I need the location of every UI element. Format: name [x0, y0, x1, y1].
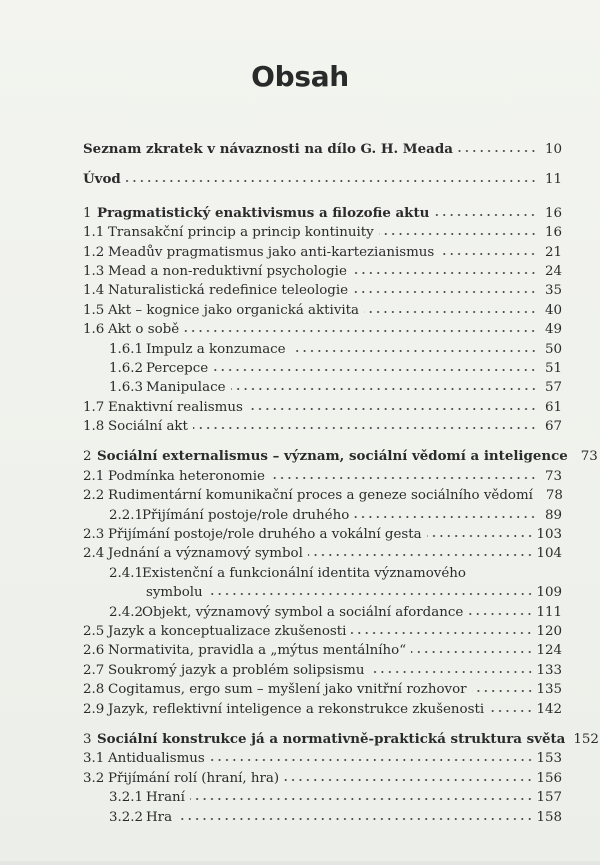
entry-title: Manipulace	[146, 380, 226, 396]
toc-entry-section[interactable]	[83, 243, 562, 262]
entry-page-number: 16	[544, 225, 562, 241]
toc-entry-section[interactable]	[83, 301, 562, 320]
toc-entry-section[interactable]	[83, 544, 562, 563]
entry-page-number: 135	[536, 682, 562, 698]
page-edge	[0, 861, 600, 865]
entry-title: Sociální konstrukce já a normativně-praktická struktura světa	[97, 730, 566, 747]
dot-leader	[411, 650, 533, 654]
toc-entry-section[interactable]	[83, 398, 562, 417]
dot-leader	[472, 689, 534, 693]
entry-page-number: 152	[573, 731, 599, 747]
entry-title: Soukromý jazyk a problém solipsismu	[108, 662, 365, 678]
dot-leader	[439, 252, 537, 256]
entry-page-number: 40	[544, 302, 562, 318]
entry-number: 1.6	[83, 322, 105, 338]
entry-number: 2.3	[83, 527, 105, 543]
table-of-contents	[83, 140, 599, 827]
entry-number: 1.2	[83, 244, 105, 260]
toc-entry-section[interactable]	[83, 262, 562, 281]
entry-title-continuation: symbolu	[146, 585, 203, 601]
dot-leader	[210, 758, 534, 762]
entry-title: Akt o sobě	[108, 322, 180, 338]
entry-title: Transakční princip a princip kontinuity	[108, 225, 374, 241]
entry-page-number: 142	[536, 701, 562, 717]
toc-entry-subsection[interactable]	[83, 564, 562, 583]
toc-entry-subsection[interactable]	[83, 378, 562, 397]
entry-title: Cogitamus, ergo sum – myšlení jako vnitřní rozhovor	[108, 682, 467, 698]
toc-entry-chapter[interactable]	[83, 204, 562, 223]
toc-entry-section[interactable]	[83, 525, 562, 544]
dot-leader	[231, 387, 538, 391]
dot-leader	[270, 476, 537, 480]
entry-page-number: 124	[536, 643, 562, 659]
toc-entry-section[interactable]	[83, 223, 562, 242]
entry-number: 3.2	[83, 770, 105, 786]
entry-title: Rudimentární komunikační proces a geneze sociálního vědomí	[108, 488, 533, 504]
entry-page-number: 104	[536, 546, 562, 562]
entry-title: Normativita, pravidla a „mýtus mentálního“	[108, 643, 407, 659]
dot-leader	[308, 553, 534, 557]
entry-title: Úvod	[83, 171, 121, 188]
dot-leader	[177, 817, 533, 821]
entry-number: 2.2.1	[109, 507, 144, 523]
entry-number: 1	[83, 205, 92, 221]
entry-number: 2.8	[83, 682, 105, 698]
entry-title: Akt – kognice jako organická aktivita	[108, 302, 360, 318]
entry-page-number: 156	[536, 770, 562, 786]
entry-title: Přijímání rolí (hraní, hra)	[108, 770, 280, 786]
dot-leader	[434, 213, 537, 217]
entry-title: Sociální akt	[108, 419, 188, 435]
entry-page-number: 111	[536, 604, 562, 620]
entry-title: Enaktivní realismus	[108, 399, 243, 415]
toc-entry-subsection[interactable]	[83, 506, 562, 525]
entry-number: 2.4	[83, 546, 105, 562]
dot-leader	[248, 407, 537, 411]
entry-page-number: 21	[544, 244, 562, 260]
entry-number: 2.9	[83, 701, 105, 717]
entry-title: Percepce	[146, 360, 209, 376]
entry-page-number: 158	[536, 809, 562, 825]
dot-leader	[364, 310, 537, 314]
entry-page-number: 73	[580, 449, 598, 465]
entry-page-number: 78	[545, 488, 563, 504]
toc-entry-section[interactable]	[83, 281, 562, 300]
toc-entry-section[interactable]	[83, 467, 562, 486]
dot-leader	[370, 670, 534, 674]
toc-entry-subsection[interactable]	[83, 808, 562, 827]
entry-page-number: 120	[536, 623, 562, 639]
entry-title: Hra	[146, 809, 173, 825]
entry-title: Impulz a konzumace	[146, 341, 286, 357]
entry-page-number: 109	[536, 585, 562, 601]
entry-title: Seznam zkratek v návaznosti na dílo G. H. Meada	[83, 141, 453, 157]
entry-page-number: 133	[536, 662, 562, 678]
toc-entry-chapter[interactable]	[83, 730, 599, 749]
entry-number: 3.2.2	[109, 809, 144, 825]
entry-title: Jednání a významový symbol	[108, 546, 303, 562]
toc-entry-subsection[interactable]	[83, 603, 562, 622]
dot-leader	[213, 368, 537, 372]
entry-page-number: 51	[544, 360, 562, 376]
dot-leader	[126, 179, 537, 183]
entry-number: 2.6	[83, 643, 105, 659]
entry-title: Podmínka heteronomie	[108, 468, 265, 484]
dot-leader	[352, 271, 537, 275]
entry-page-number: 67	[544, 419, 562, 435]
entry-number: 1.3	[83, 263, 105, 279]
dot-leader	[190, 797, 533, 801]
entry-number: 2.4.1	[109, 565, 144, 581]
entry-title: Hraní	[146, 790, 185, 806]
dot-leader	[379, 232, 537, 236]
entry-page-number: 11	[544, 172, 562, 188]
entry-title: Antidualismus	[108, 751, 205, 767]
entry-number: 2.4.2	[109, 604, 144, 620]
toc-entry-subsection[interactable]	[83, 788, 562, 807]
dot-leader	[184, 329, 537, 333]
dot-leader	[458, 149, 537, 153]
entry-number: 2.1	[83, 468, 105, 484]
toc-entry-subsection[interactable]	[83, 340, 562, 359]
entry-page-number: 57	[544, 380, 562, 396]
toc-entry-front[interactable]	[83, 170, 562, 189]
toc-entry-section[interactable]	[83, 622, 562, 641]
entry-number: 2	[83, 449, 92, 465]
dot-leader	[284, 778, 533, 782]
toc-entry-section[interactable]	[83, 641, 562, 660]
toc-entry-section[interactable]	[83, 680, 562, 699]
entry-title: Objekt, významový symbol a sociální afordance	[142, 604, 464, 620]
dot-leader	[351, 631, 533, 635]
dot-leader	[354, 515, 537, 519]
entry-title: Jazyk, reflektivní inteligence a rekonstrukce zkušenosti	[108, 701, 485, 717]
entry-page-number: 73	[544, 468, 562, 484]
entry-title: Meadův pragmatismus jako anti-kartezianismus	[108, 244, 435, 260]
entry-number: 3.1	[83, 751, 105, 767]
entry-number: 1.5	[83, 302, 105, 318]
entry-page-number: 61	[544, 399, 562, 415]
entry-number: 3.2.1	[109, 790, 144, 806]
toc-entry-section[interactable]	[83, 769, 562, 788]
dot-leader	[291, 349, 537, 353]
entry-title: Naturalistická redefinice teleologie	[108, 283, 349, 299]
entry-number: 1.4	[83, 283, 105, 299]
dot-leader	[468, 612, 533, 616]
toc-entry-section[interactable]	[83, 749, 562, 768]
dot-leader	[489, 709, 533, 713]
dot-leader	[208, 592, 534, 596]
entry-page-number: 50	[544, 341, 562, 357]
entry-number: 1.6.1	[109, 341, 144, 357]
toc-entry-section[interactable]	[83, 661, 562, 680]
entry-number: 2.5	[83, 623, 105, 639]
toc-entry-continuation	[83, 583, 562, 602]
entry-title: Jazyk a konceptualizace zkušenosti	[108, 623, 347, 639]
entry-title: Přijímání postoje/role druhého	[142, 507, 350, 523]
entry-page-number: 10	[544, 142, 562, 157]
entry-page-number: 24	[544, 263, 562, 279]
entry-page-number: 103	[536, 527, 562, 543]
toc-entry-chapter[interactable]	[83, 447, 598, 466]
entry-title: Existenční a funkcionální identita významového	[142, 565, 466, 581]
entry-page-number: 157	[536, 790, 562, 806]
entry-title: Mead a non-reduktivní psychologie	[108, 263, 347, 279]
entry-page-number: 49	[544, 322, 562, 338]
entry-title: Sociální externalismus – význam, sociální vědomí a inteligence	[97, 448, 568, 465]
toc-entry-subsection[interactable]	[83, 359, 562, 378]
entry-number: 2.2	[83, 488, 105, 504]
entry-number: 1.6.3	[109, 380, 144, 396]
dot-leader	[353, 290, 537, 294]
entry-title: Pragmatistický enaktivismus a filozofie aktu	[97, 204, 430, 221]
toc-entry-front[interactable]	[83, 140, 562, 159]
entry-number: 1.6.2	[109, 360, 144, 376]
entry-title: Přijímání postoje/role druhého a vokální gesta	[108, 527, 422, 543]
entry-number: 1.7	[83, 399, 105, 415]
toc-entry-section[interactable]	[83, 417, 562, 436]
entry-page-number: 16	[544, 205, 562, 221]
toc-entry-section[interactable]	[83, 320, 562, 339]
entry-page-number: 35	[544, 283, 562, 299]
toc-entry-section[interactable]	[83, 700, 562, 719]
entry-number: 3	[83, 731, 92, 747]
page-title: Obsah	[251, 60, 349, 93]
entry-number: 1.1	[83, 225, 105, 241]
entry-page-number: 153	[536, 751, 562, 767]
entry-number: 2.7	[83, 662, 105, 678]
dot-leader	[427, 534, 534, 538]
dot-leader	[193, 426, 537, 430]
entry-number: 1.8	[83, 419, 105, 435]
entry-page-number: 89	[544, 507, 562, 523]
toc-entry-section[interactable]	[83, 486, 562, 505]
